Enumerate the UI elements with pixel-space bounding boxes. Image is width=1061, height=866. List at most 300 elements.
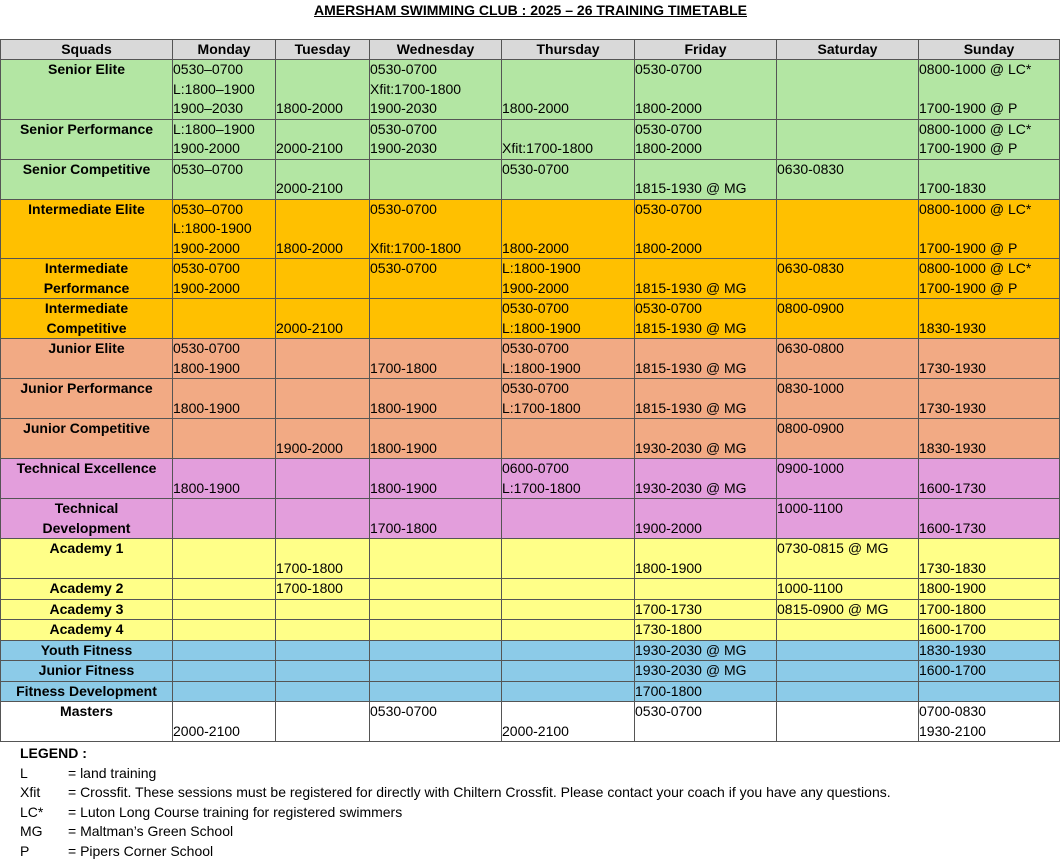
session-time: 1700-1800 xyxy=(919,600,986,617)
header-saturday: Saturday xyxy=(777,40,919,60)
squad-row xyxy=(1,119,1060,159)
tuesday-cell xyxy=(276,119,370,159)
session-time: 1700-1800 xyxy=(370,519,437,536)
session-time: 1930-2100 xyxy=(919,722,986,739)
session-time xyxy=(370,160,501,180)
session-time: 1800-1900 xyxy=(919,580,986,596)
session-time: 0800-1000 @ LC* xyxy=(919,260,1032,276)
squad-name: Development xyxy=(42,519,131,536)
session-time xyxy=(635,419,776,439)
thursday-cell xyxy=(502,640,635,661)
thursday-cell xyxy=(502,539,635,579)
legend-item xyxy=(20,842,891,862)
session-time xyxy=(777,139,918,159)
session-time: 1800-1900 xyxy=(173,359,240,376)
session-time: L:1700-1800 xyxy=(502,399,581,416)
friday-cell xyxy=(635,702,777,742)
session-time xyxy=(502,559,634,579)
session-time: 1800-2000 xyxy=(502,239,569,256)
session-time xyxy=(635,539,776,559)
tuesday-cell xyxy=(276,681,370,702)
session-time xyxy=(370,299,501,319)
squad-name-cell xyxy=(1,661,173,682)
header-thursday: Thursday xyxy=(502,40,635,60)
session-time xyxy=(370,459,501,479)
session-time xyxy=(276,359,369,379)
squad-row xyxy=(1,459,1060,499)
session-time: 0530-0700 xyxy=(635,120,702,137)
session-time: 1800-1900 xyxy=(173,479,240,496)
friday-cell xyxy=(635,259,777,299)
session-time xyxy=(919,299,1059,319)
sunday-cell xyxy=(919,119,1060,159)
monday-cell xyxy=(173,620,276,641)
session-time xyxy=(502,539,634,559)
header-wednesday: Wednesday xyxy=(370,40,502,60)
session-time xyxy=(370,319,501,339)
session-time: 1815-1930 @ MG xyxy=(635,359,747,376)
session-time xyxy=(502,620,634,640)
header-tuesday: Tuesday xyxy=(276,40,370,60)
session-time xyxy=(777,279,918,299)
session-time xyxy=(777,439,918,459)
squad-name-cell xyxy=(1,681,173,702)
monday-cell xyxy=(173,419,276,459)
squad-name-cell xyxy=(1,702,173,742)
saturday-cell xyxy=(777,499,919,539)
squad-name: Intermediate xyxy=(44,260,129,276)
session-time xyxy=(502,641,634,661)
monday-cell xyxy=(173,119,276,159)
session-time: 1700-1800 xyxy=(276,580,343,596)
session-time xyxy=(919,539,1059,559)
monday-cell xyxy=(173,539,276,579)
wednesday-cell xyxy=(370,119,502,159)
session-time xyxy=(173,519,275,539)
squad-name: Masters xyxy=(60,703,113,719)
session-time xyxy=(370,499,501,519)
saturday-cell xyxy=(777,259,919,299)
friday-cell xyxy=(635,661,777,682)
sunday-cell xyxy=(919,499,1060,539)
session-time: 2000-2100 xyxy=(502,722,569,739)
wednesday-cell xyxy=(370,259,502,299)
session-time: 1900-2000 xyxy=(502,279,569,296)
squad-name: Fitness Development xyxy=(16,682,157,699)
session-time xyxy=(370,339,501,359)
session-time xyxy=(276,459,369,479)
thursday-cell xyxy=(502,459,635,499)
session-time: 1700-1900 @ P xyxy=(919,279,1018,296)
header-squads: Squads xyxy=(1,40,173,60)
squad-name-cell xyxy=(1,640,173,661)
session-time: 2000-2100 xyxy=(276,180,343,196)
session-time xyxy=(276,219,369,239)
session-time: 0530-0700 xyxy=(502,340,569,356)
session-time xyxy=(502,519,634,539)
session-time xyxy=(276,419,369,439)
sunday-cell xyxy=(919,159,1060,199)
session-time: 1700-1900 @ P xyxy=(919,100,1018,116)
session-time xyxy=(173,439,275,459)
wednesday-cell xyxy=(370,640,502,661)
session-time xyxy=(276,299,369,319)
squad-name-cell xyxy=(1,599,173,620)
tuesday-cell xyxy=(276,299,370,339)
session-time: 1815-1930 @ MG xyxy=(635,279,747,296)
session-time: 0800-1000 @ LC* xyxy=(919,120,1032,137)
wednesday-cell xyxy=(370,661,502,682)
session-time xyxy=(370,641,501,661)
tuesday-cell xyxy=(276,159,370,199)
session-time: 1000-1100 xyxy=(777,500,843,516)
thursday-cell xyxy=(502,702,635,742)
session-time: 1800-2000 xyxy=(635,140,702,156)
sunday-cell xyxy=(919,539,1060,579)
session-time: 1930-2030 @ MG xyxy=(635,641,747,658)
squad-row xyxy=(1,419,1060,459)
session-time xyxy=(502,702,634,722)
saturday-cell xyxy=(777,681,919,702)
session-time xyxy=(635,579,776,599)
tuesday-cell xyxy=(276,702,370,742)
session-time: 0530-0700 xyxy=(502,300,569,316)
session-time: 0530-0700 xyxy=(370,120,437,137)
legend-item xyxy=(20,822,891,842)
session-time xyxy=(919,160,1059,180)
monday-cell xyxy=(173,681,276,702)
monday-cell xyxy=(173,60,276,120)
session-time: L:1800-1900 xyxy=(502,319,581,336)
legend xyxy=(20,744,891,861)
session-time: 1900-2030 xyxy=(370,140,437,156)
session-time: L:1800-1900 xyxy=(502,359,581,376)
session-time xyxy=(370,620,501,640)
squad-row xyxy=(1,499,1060,539)
session-time: 0530-0700 xyxy=(635,300,702,316)
squad-name: Junior Elite xyxy=(48,340,125,356)
friday-cell xyxy=(635,299,777,339)
legend-key: P xyxy=(20,842,30,859)
session-time xyxy=(370,722,501,742)
session-time: 0630-0830 xyxy=(777,160,844,177)
session-time: 1800-2000 xyxy=(502,100,569,116)
tuesday-cell xyxy=(276,419,370,459)
session-time xyxy=(777,200,918,220)
squad-row xyxy=(1,661,1060,682)
tuesday-cell xyxy=(276,599,370,620)
tuesday-cell xyxy=(276,620,370,641)
session-time: 1800-1900 xyxy=(635,559,702,576)
session-time xyxy=(370,539,501,559)
session-time xyxy=(276,339,369,359)
session-time xyxy=(777,359,918,379)
session-time xyxy=(635,459,776,479)
saturday-cell xyxy=(777,702,919,742)
session-time: 0530-0700 xyxy=(370,703,437,719)
legend-key: L xyxy=(20,764,28,781)
tuesday-cell xyxy=(276,379,370,419)
session-time xyxy=(919,682,1059,702)
squad-name: Academy 4 xyxy=(49,621,124,637)
session-time xyxy=(370,559,501,579)
session-time xyxy=(777,620,918,640)
sunday-cell xyxy=(919,339,1060,379)
squad-name: Academy 2 xyxy=(49,580,124,596)
session-time: 1900-2000 xyxy=(276,439,343,456)
squad-name: Competitive xyxy=(46,319,127,336)
session-time: Xfit:1700-1800 xyxy=(502,140,594,156)
session-time xyxy=(276,80,369,100)
tuesday-cell xyxy=(276,459,370,499)
session-time xyxy=(777,559,918,579)
monday-cell xyxy=(173,499,276,539)
saturday-cell xyxy=(777,60,919,120)
monday-cell xyxy=(173,199,276,259)
session-time: 1900-2000 xyxy=(173,140,240,156)
squad-row xyxy=(1,199,1060,259)
monday-cell xyxy=(173,459,276,499)
squad-name-cell xyxy=(1,259,173,299)
squad-name-cell xyxy=(1,459,173,499)
session-time: 1800-1900 xyxy=(370,479,437,496)
session-time xyxy=(370,600,501,620)
header-friday: Friday xyxy=(635,40,777,60)
wednesday-cell xyxy=(370,159,502,199)
session-time xyxy=(635,379,776,399)
monday-cell xyxy=(173,702,276,742)
session-time: 2000-2100 xyxy=(276,140,343,156)
session-time: 2000-2100 xyxy=(276,319,343,336)
thursday-cell xyxy=(502,339,635,379)
session-time xyxy=(173,600,275,620)
session-time: 0530-0700 xyxy=(635,61,702,77)
squad-row xyxy=(1,259,1060,299)
session-time xyxy=(173,620,275,640)
session-time: 1600-1700 xyxy=(919,662,986,678)
timetable-body xyxy=(1,60,1060,742)
friday-cell xyxy=(635,640,777,661)
session-time xyxy=(173,579,275,599)
squad-row xyxy=(1,579,1060,600)
friday-cell xyxy=(635,620,777,641)
sunday-cell xyxy=(919,459,1060,499)
squad-name-cell xyxy=(1,499,173,539)
squad-name: Youth Fitness xyxy=(40,641,133,658)
sunday-cell xyxy=(919,681,1060,702)
sunday-cell xyxy=(919,661,1060,682)
session-time: 1930-2030 @ MG xyxy=(635,479,747,496)
saturday-cell xyxy=(777,159,919,199)
squad-name: Junior Competitive xyxy=(23,420,150,436)
tuesday-cell xyxy=(276,640,370,661)
timetable xyxy=(0,39,1060,742)
session-time xyxy=(276,60,369,80)
session-time xyxy=(919,219,1059,239)
session-time: 1600-1730 xyxy=(919,519,986,536)
session-time xyxy=(502,499,634,519)
squad-name: Academy 3 xyxy=(49,600,124,617)
monday-cell xyxy=(173,299,276,339)
session-time: 1830-1930 xyxy=(919,641,986,658)
wednesday-cell xyxy=(370,539,502,579)
friday-cell xyxy=(635,379,777,419)
legend-desc: = Pipers Corner School xyxy=(68,842,214,859)
session-time xyxy=(370,219,501,239)
header-monday: Monday xyxy=(173,40,276,60)
session-time xyxy=(777,682,918,702)
session-time: 1700-1900 @ P xyxy=(919,140,1018,156)
wednesday-cell xyxy=(370,459,502,499)
sunday-cell xyxy=(919,579,1060,600)
session-time: 0830-1000 xyxy=(777,380,844,396)
wednesday-cell xyxy=(370,681,502,702)
legend-key: LC* xyxy=(20,803,44,820)
squad-name: Senior Elite xyxy=(47,61,126,77)
session-time xyxy=(276,722,369,742)
session-time: 1800-1900 xyxy=(173,399,240,416)
sunday-cell xyxy=(919,60,1060,120)
legend-heading: LEGEND : xyxy=(20,745,87,761)
session-time: 0730-0815 @ MG xyxy=(777,540,889,556)
session-time: 1900-2000 xyxy=(173,239,240,256)
saturday-cell xyxy=(777,539,919,579)
tuesday-cell xyxy=(276,259,370,299)
saturday-cell xyxy=(777,379,919,419)
session-time: 0530-0700 xyxy=(173,340,240,356)
monday-cell xyxy=(173,640,276,661)
session-time xyxy=(173,682,275,702)
session-time xyxy=(502,120,634,140)
session-time: 0530-0700 xyxy=(502,380,569,396)
sunday-cell xyxy=(919,259,1060,299)
session-time xyxy=(370,179,501,199)
wednesday-cell xyxy=(370,379,502,419)
session-time xyxy=(276,702,369,722)
session-time xyxy=(173,559,275,579)
tuesday-cell xyxy=(276,661,370,682)
session-time xyxy=(777,319,918,339)
squad-name-cell xyxy=(1,199,173,259)
friday-cell xyxy=(635,419,777,459)
session-time xyxy=(173,702,275,722)
squad-name: Performance xyxy=(43,279,130,296)
session-time: 1900-2000 xyxy=(173,279,240,296)
monday-cell xyxy=(173,599,276,620)
thursday-cell xyxy=(502,259,635,299)
squad-name: Senior Performance xyxy=(19,120,154,137)
tuesday-cell xyxy=(276,579,370,600)
legend-item xyxy=(20,803,891,823)
squad-name-cell xyxy=(1,119,173,159)
session-time xyxy=(777,661,918,681)
session-time xyxy=(276,200,369,220)
session-time xyxy=(502,600,634,620)
session-time: 2000-2100 xyxy=(173,722,240,739)
session-time: L:1800–1900 xyxy=(173,120,255,137)
session-time xyxy=(276,539,369,559)
session-time xyxy=(777,519,918,539)
session-time: 0530-0700 xyxy=(502,160,569,177)
session-time xyxy=(276,620,369,640)
squad-name-cell xyxy=(1,419,173,459)
session-time xyxy=(919,80,1059,100)
session-time xyxy=(502,439,634,459)
session-time: 1700-1830 xyxy=(919,180,986,196)
session-time: 1600-1700 xyxy=(919,621,986,637)
session-time xyxy=(370,579,501,599)
session-time xyxy=(276,519,369,539)
sunday-cell xyxy=(919,620,1060,641)
session-time: 1900–2030 xyxy=(173,100,244,116)
session-time xyxy=(777,702,918,722)
session-time: L:1800-1900 xyxy=(173,220,252,236)
legend-item xyxy=(20,783,891,803)
tuesday-cell xyxy=(276,339,370,379)
friday-cell xyxy=(635,459,777,499)
session-time xyxy=(370,279,501,299)
squad-row xyxy=(1,379,1060,419)
session-time: 0630-0830 xyxy=(777,260,844,276)
session-time xyxy=(276,120,369,140)
session-time xyxy=(502,200,634,220)
squad-row xyxy=(1,599,1060,620)
friday-cell xyxy=(635,539,777,579)
squad-name-cell xyxy=(1,159,173,199)
session-time xyxy=(777,80,918,100)
friday-cell xyxy=(635,339,777,379)
session-time xyxy=(635,499,776,519)
session-time xyxy=(173,299,275,319)
session-time: 1800-2000 xyxy=(635,239,702,256)
session-time: 1700-1900 @ P xyxy=(919,239,1018,256)
session-time xyxy=(370,682,501,702)
session-time xyxy=(635,722,776,742)
squad-row xyxy=(1,539,1060,579)
session-time: 1730-1830 xyxy=(919,559,986,576)
wednesday-cell xyxy=(370,579,502,600)
session-time xyxy=(173,319,275,339)
session-time xyxy=(777,641,918,661)
header-row xyxy=(1,40,1060,60)
session-time: 1815-1930 @ MG xyxy=(635,399,747,416)
session-time: 1730-1800 xyxy=(635,621,702,637)
squad-row xyxy=(1,702,1060,742)
friday-cell xyxy=(635,599,777,620)
saturday-cell xyxy=(777,620,919,641)
session-time: 1930-2030 @ MG xyxy=(635,662,747,678)
session-time: 0530-0700 xyxy=(173,260,240,276)
session-time xyxy=(777,99,918,119)
session-time xyxy=(276,682,369,702)
wednesday-cell xyxy=(370,60,502,120)
thursday-cell xyxy=(502,159,635,199)
tuesday-cell xyxy=(276,199,370,259)
friday-cell xyxy=(635,60,777,120)
squad-name: Junior Fitness xyxy=(38,662,135,678)
session-time xyxy=(276,479,369,499)
saturday-cell xyxy=(777,661,919,682)
session-time: 1800-2000 xyxy=(276,100,343,116)
squad-name-cell xyxy=(1,60,173,120)
session-time xyxy=(777,399,918,419)
session-time: L:1800-1900 xyxy=(502,260,581,276)
saturday-cell xyxy=(777,459,919,499)
session-time: 0530–0700 xyxy=(173,160,244,177)
session-time: 0800-0900 xyxy=(777,420,844,436)
squad-name: Intermediate Elite xyxy=(28,200,145,217)
session-time: 1830-1930 xyxy=(919,439,986,456)
